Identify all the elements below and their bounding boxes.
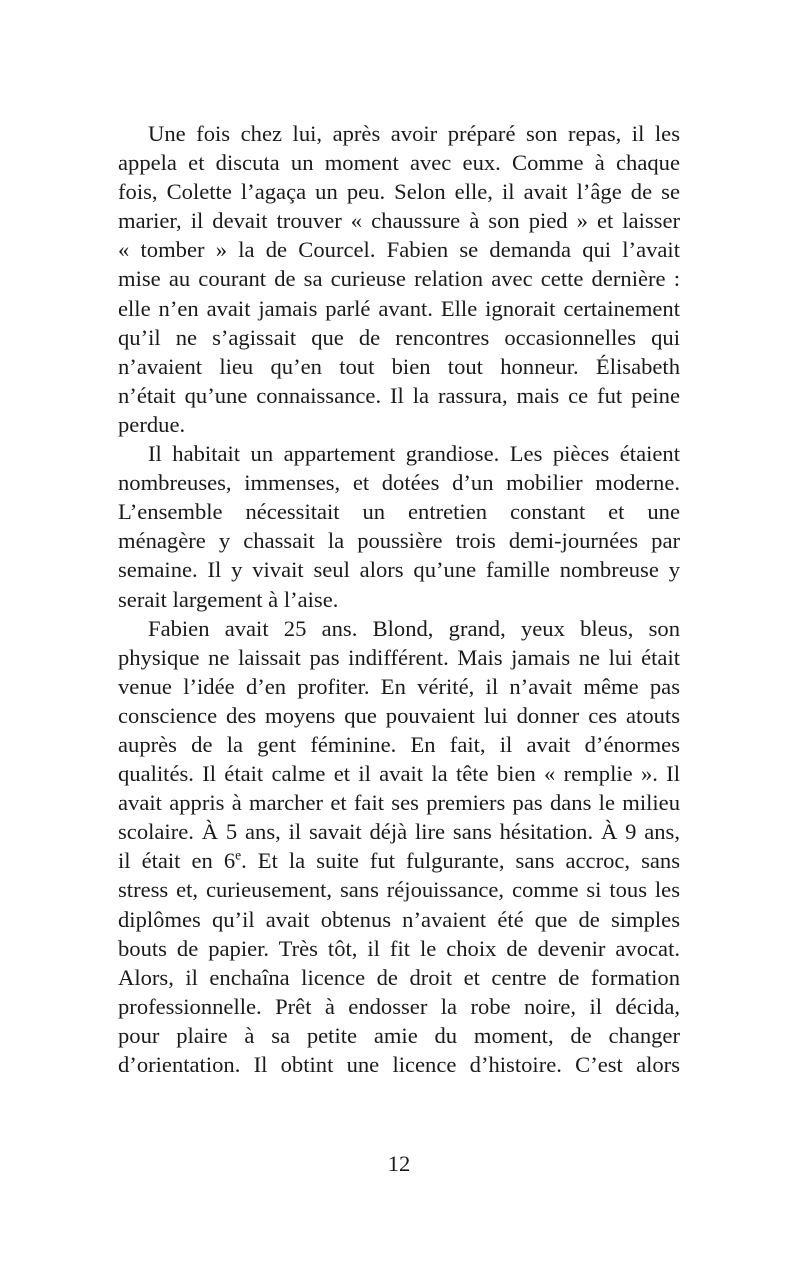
text-line: perdue.: [118, 411, 186, 437]
text-line: Il habitait un appartement grandiose. Les pièces étaient: [148, 441, 680, 467]
text-line: n’avaient lieu qu’en tout bien tout honneur. Élisabeth: [118, 353, 680, 379]
text-line: fois, Colette l’agaça un peu. Selon elle, il avait l’âge de se: [118, 179, 680, 205]
page-number: 12: [387, 1151, 411, 1176]
text-line: bouts de papier. Très tôt, il fit le choix de devenir avocat.: [118, 935, 680, 961]
text-line: Fabien avait 25 ans. Blond, grand, yeux bleus, son: [148, 615, 680, 641]
text-line: diplômes qu’il avait obtenus n’avaient été que de simples: [118, 906, 680, 932]
text-line: avait appris à marcher et fait ses premiers pas dans le milieu: [118, 790, 680, 816]
text-line: appela et discuta un moment avec eux. Comme à chaque: [118, 150, 680, 176]
text-line: physique ne laissait pas indifférent. Mais jamais ne lui était: [118, 644, 680, 670]
superscript: e: [235, 847, 242, 863]
text-line: mise au courant de sa curieuse relation avec cette dernière :: [118, 266, 680, 292]
text-line: professionnelle. Prêt à endosser la robe noire, il décida,: [118, 993, 680, 1019]
text-line: marier, il devait trouver « chaussure à son pied » et laisser: [118, 208, 680, 234]
text-line: pour plaire à sa petite amie du moment, de changer: [118, 1022, 680, 1048]
text-line: serait largement à l’aise.: [118, 586, 339, 612]
text-line-with-superscript: [118, 846, 680, 875]
text-line: Alors, il enchaîna licence de droit et centre de formation: [118, 964, 680, 990]
text-line: nombreuses, immenses, et dotées d’un mobilier moderne.: [118, 470, 680, 496]
text-line: venue l’idée d’en profiter. En vérité, il n’avait même pas: [118, 673, 680, 699]
text-segment: il était en 6: [118, 848, 236, 874]
text-line: « tomber » la de Courcel. Fabien se demanda qui l’avait: [118, 237, 680, 263]
text-line: d’orientation. Il obtint une licence d’histoire. C’est alors: [118, 1052, 680, 1077]
text-line: semaine. Il y vivait seul alors qu’une famille nombreuse y: [118, 557, 680, 583]
paragraph-2: [118, 439, 680, 614]
paragraph-3: [118, 614, 680, 1080]
page-body: [118, 119, 680, 1079]
text-line: qualités. Il était calme et il avait la tête bien « remplie ». Il: [118, 761, 680, 787]
text-line: conscience des moyens que pouvaient lui donner ces atouts: [118, 702, 680, 728]
text-line: Une fois chez lui, après avoir préparé son repas, il les: [148, 121, 680, 146]
text-line: stress et, curieusement, sans réjouissance, comme si tous les: [118, 877, 680, 903]
text-segment: . Et la suite fut fulgurante, sans accroc, sans: [241, 848, 680, 874]
paragraph-1: [118, 119, 680, 439]
text-line: scolaire. À 5 ans, il savait déjà lire sans hésitation. À 9 ans,: [118, 819, 680, 845]
text-line: L’ensemble nécessitait un entretien constant et une: [118, 499, 680, 525]
text-line: qu’il ne s’agissait que de rencontres occasionnelles qui: [118, 324, 680, 350]
text-line: auprès de la gent féminine. En fait, il avait d’énormes: [118, 731, 680, 757]
text-line: n’était qu’une connaissance. Il la rassura, mais ce fut peine: [118, 382, 680, 408]
text-line: elle n’en avait jamais parlé avant. Elle ignorait certainement: [118, 295, 680, 321]
text-line: ménagère y chassait la poussière trois demi-journées par: [118, 528, 680, 554]
